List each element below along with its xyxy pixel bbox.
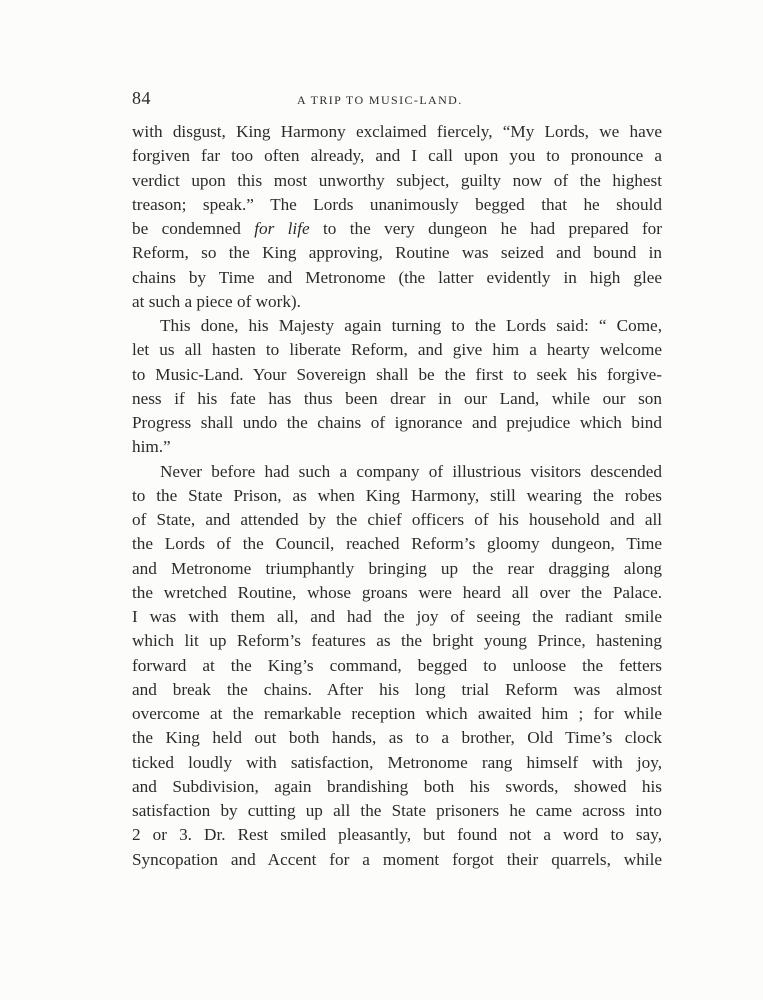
text-line: Reform, so the King approving, Routine was seized and bound in [132, 243, 662, 263]
text-line [132, 217, 662, 241]
page-number: 84 [132, 88, 151, 108]
text-line: and Subdivision, again brandishing both his swords, showed his [132, 776, 662, 796]
text-line: at such a piece of work). [132, 291, 301, 311]
text-line: satisfaction by cutting up all the State prisoners he came across into [132, 801, 662, 820]
text-line: ness if his fate has thus been drear in our Land, while our son [132, 388, 662, 408]
text-line: to the State Prison, as when King Harmony, still wearing the robes [132, 485, 662, 505]
text-line: and Metronome triumphantly bringing up the rear dragging along [132, 558, 662, 578]
text-line: and break the chains. After his long trial Reform was almost [132, 679, 662, 699]
text-line: treason; speak.” The Lords unanimously begged that he should [132, 194, 662, 214]
text-line: forgiven far too often already, and I call upon you to pronounce a [132, 146, 662, 166]
text-line: with disgust, King Harmony exclaimed fiercely, “My Lords, we have [132, 122, 662, 141]
text-line: verdict upon this most unworthy subject, guilty now of the highest [132, 170, 662, 190]
text-line: the wretched Routine, whose groans were heard all over the Palace. [132, 582, 662, 602]
text-line: Progress shall undo the chains of ignorance and prejudice which bind [132, 413, 662, 432]
text-line: the Lords of the Council, reached Reform’s gloomy dungeon, Time [132, 534, 662, 554]
paragraph-first-line: This done, his Majesty again turning to the Lords said: “ Come, [160, 316, 662, 335]
text-line: which lit up Reform’s features as the bright young Prince, hastening [132, 631, 662, 651]
text-line: ticked loudly with satisfaction, Metronome rang himself with joy, [132, 752, 662, 772]
text-line: overcome at the remarkable reception which awaited him ; for while [132, 704, 662, 723]
text-line: let us all hasten to liberate Reform, and give him a hearty welcome [132, 340, 662, 360]
text-line: I was with them all, and had the joy of seeing the radiant smile [132, 607, 662, 626]
text-line: the King held out both hands, as to a brother, Old Time’s clock [132, 728, 662, 748]
text-line: chains by Time and Metronome (the latter evidently in high glee [132, 267, 662, 287]
text-segment: be condemned [132, 219, 255, 238]
body-text [132, 120, 662, 872]
text-line: forward at the King’s command, begged to unloose the fetters [132, 655, 662, 675]
text-line: Syncopation and Accent for a moment forgot their quarrels, while [132, 849, 662, 869]
italic-phrase: for life [254, 219, 310, 238]
running-title: A TRIP TO MUSIC-LAND. [297, 93, 463, 107]
running-head [132, 88, 662, 112]
text-line: 2 or 3. Dr. Rest smiled pleasantly, but found not a word to say, [132, 825, 662, 845]
text-line: him.” [132, 437, 171, 457]
text-line: of State, and attended by the chief officers of his household and all [132, 510, 662, 529]
text-line: to Music-Land. Your Sovereign shall be the first to seek his forgive- [132, 364, 662, 384]
paragraph-first-line: Never before had such a company of illustrious visitors descended [160, 461, 662, 481]
text-segment: to the very dungeon he had prepared for [309, 219, 662, 238]
